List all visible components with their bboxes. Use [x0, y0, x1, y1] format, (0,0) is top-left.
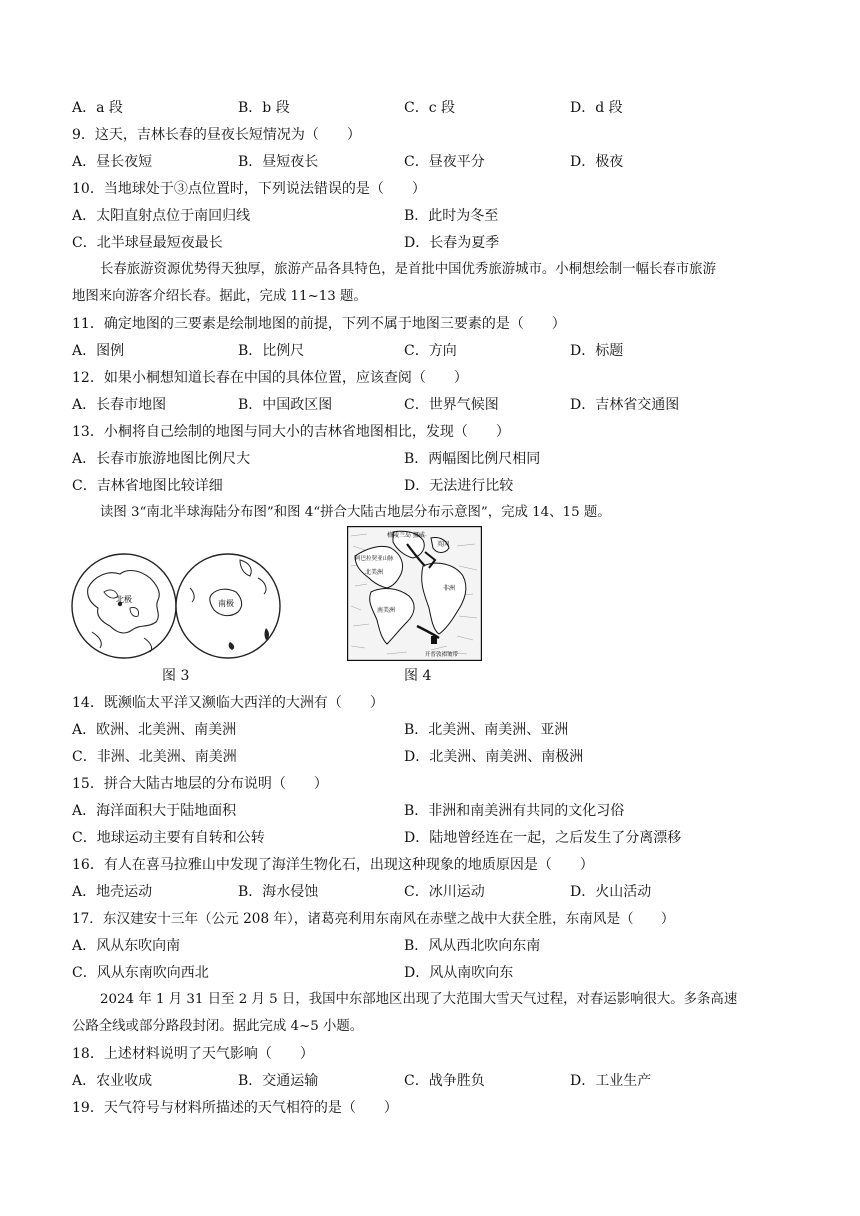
q15-option-b: B．非洲和南美洲有共同的文化习俗 [404, 803, 625, 819]
q14-option-a: A．欧洲、北美洲、南美洲 [72, 722, 237, 738]
q17-option-b: B．风从西北吹向东南 [404, 938, 541, 954]
q11-option-c: C．方向 [404, 343, 457, 359]
q8-option-d: D．d 段 [570, 100, 623, 116]
q10-option-b: B．此时为冬至 [404, 208, 499, 224]
fig4-label-uk: 英国 [437, 541, 450, 548]
q11-stem: 11．确定地图的三要素是绘制地图的前提，下列不属于地图三要素的是（ ） [72, 316, 566, 332]
north-pole-label: 北极 [116, 595, 132, 604]
figure-4-caption: 图 4 [404, 668, 432, 684]
fig4-label-appalachian: 阿巴拉契亚山脉 [355, 556, 394, 562]
q9-option-b: B．昼短夜长 [238, 154, 319, 170]
q17-option-d: D．风从南吹向东 [404, 965, 514, 981]
q11-option-b: B．比例尺 [238, 343, 305, 359]
q12-option-d: D．吉林省交通图 [570, 397, 680, 413]
q14-stem: 14．既濒临太平洋又濒临大西洋的大洲有（ ） [72, 695, 384, 711]
q8-option-b: B．b 段 [238, 100, 290, 116]
q17-option-a: A．风从东吹向南 [72, 938, 181, 954]
q18-option-c: C．战争胜负 [404, 1073, 485, 1089]
material-paragraph-line: 长春旅游资源优势得天独厚，旅游产品各具特色，是首批中国优秀旅游城市。小桐想绘制一幅长春市旅游 [100, 262, 716, 277]
material-paragraph-line: 公路全线或部分路段封闭。据此完成 4~5 小题。 [72, 1019, 364, 1034]
q15-option-a: A．海洋面积大于陆地面积 [72, 803, 237, 819]
figure-intro-line: 读图 3“南北半球海陆分布图”和图 4“拼合大陆古地层分布示意图”，完成 14、15 题。 [100, 505, 611, 520]
q9-option-c: C．昼夜平分 [404, 154, 485, 170]
q17-option-c: C．风从东南吹向西北 [72, 965, 209, 981]
q16-option-c: C．冰川运动 [404, 884, 485, 900]
q16-option-d: D．火山活动 [570, 884, 652, 900]
q14-option-b: B．北美洲、南美洲、亚洲 [404, 722, 569, 738]
q16-option-a: A．地壳运动 [72, 884, 153, 900]
q9-option-a: A．昼长夜短 [72, 154, 153, 170]
material-paragraph-line: 2024 年 1 月 31 日至 2 月 5 日，我国中东部地区出现了大范围大雪天气过程，对春运影响很大。多条高速 [100, 992, 738, 1007]
q12-option-b: B．中国政区图 [238, 397, 333, 413]
q9-option-d: D．极夜 [570, 154, 624, 170]
q10-option-a: A．太阳直射点位于南回归线 [72, 208, 251, 224]
northern-hemisphere-circle [72, 554, 176, 658]
fig4-label-north-america: 北美洲 [365, 569, 384, 576]
q16-stem: 16．有人在喜马拉雅山中发现了海洋生物化石，出现这种现象的地质原因是（ ） [72, 857, 594, 873]
fig4-label-africa: 非洲 [443, 585, 456, 592]
q12-option-a: A．长春市地图 [72, 397, 167, 413]
q11-option-d: D．标题 [570, 343, 624, 359]
q13-stem: 13．小桐将自己绘制的地图与同大小的吉林省地图相比，发现（ ） [72, 424, 510, 440]
figure-3-caption: 图 3 [162, 668, 190, 684]
south-pole-label: 南极 [218, 599, 234, 608]
q17-stem: 17．东汉建安十三年（公元 208 年），诸葛亮利用东南风在赤壁之战中大获全胜，东南风是（ ） [72, 911, 675, 927]
fig4-label-cape-fold-belt: 开普敦褶皱带 [425, 652, 459, 658]
q9-stem: 9．这天，吉林长春的昼夜长短情况为（ ） [72, 127, 361, 143]
q8-option-c: C．c 段 [404, 100, 456, 116]
q11-option-a: A．图例 [72, 343, 125, 359]
q13-option-d: D．无法进行比较 [404, 478, 514, 494]
q10-option-c: C．北半球昼最短夜最长 [72, 235, 223, 251]
q15-option-d: D．陆地曾经连在一起，之后发生了分离漂移 [404, 830, 682, 846]
q15-option-c: C．地球运动主要有自转和公转 [72, 830, 265, 846]
q14-option-d: D．北美洲、南美洲、南极洲 [404, 749, 584, 765]
fig4-label-greenland-norway: 格陵兰岛 挪威 [387, 532, 425, 539]
q10-option-d: D．长春为夏季 [404, 235, 500, 251]
q13-option-a: A．长春市旅游地图比例尺大 [72, 451, 251, 467]
q16-option-b: B．海水侵蚀 [238, 884, 319, 900]
q14-option-c: C．非洲、北美洲、南美洲 [72, 749, 237, 765]
material-paragraph-line: 地图来向游客介绍长春。据此，完成 11~13 题。 [72, 289, 367, 304]
q18-option-a: A．农业收成 [72, 1073, 153, 1089]
q8-option-a: A．a 段 [72, 100, 123, 116]
q18-option-b: B．交通运输 [238, 1073, 319, 1089]
q18-stem: 18．上述材料说明了天气影响（ ） [72, 1046, 314, 1062]
q13-option-c: C．吉林省地图比较详细 [72, 478, 223, 494]
q12-option-c: C．世界气候图 [404, 397, 499, 413]
figure-4-continental-fit [347, 526, 482, 661]
q19-stem: 19．天气符号与材料所描述的天气相符的是（ ） [72, 1100, 398, 1116]
q13-option-b: B．两幅图比例尺相同 [404, 451, 541, 467]
q10-stem: 10．当地球处于③点位置时，下列说法错误的是（ ） [72, 181, 426, 197]
q15-stem: 15．拼合大陆古地层的分布说明（ ） [72, 776, 328, 792]
fig4-label-south-america: 南美洲 [377, 607, 396, 614]
figure-3-hemispheres [70, 548, 282, 666]
q12-stem: 12．如果小桐想知道长春在中国的具体位置，应该查阅（ ） [72, 370, 468, 386]
q18-option-d: D．工业生产 [570, 1073, 652, 1089]
